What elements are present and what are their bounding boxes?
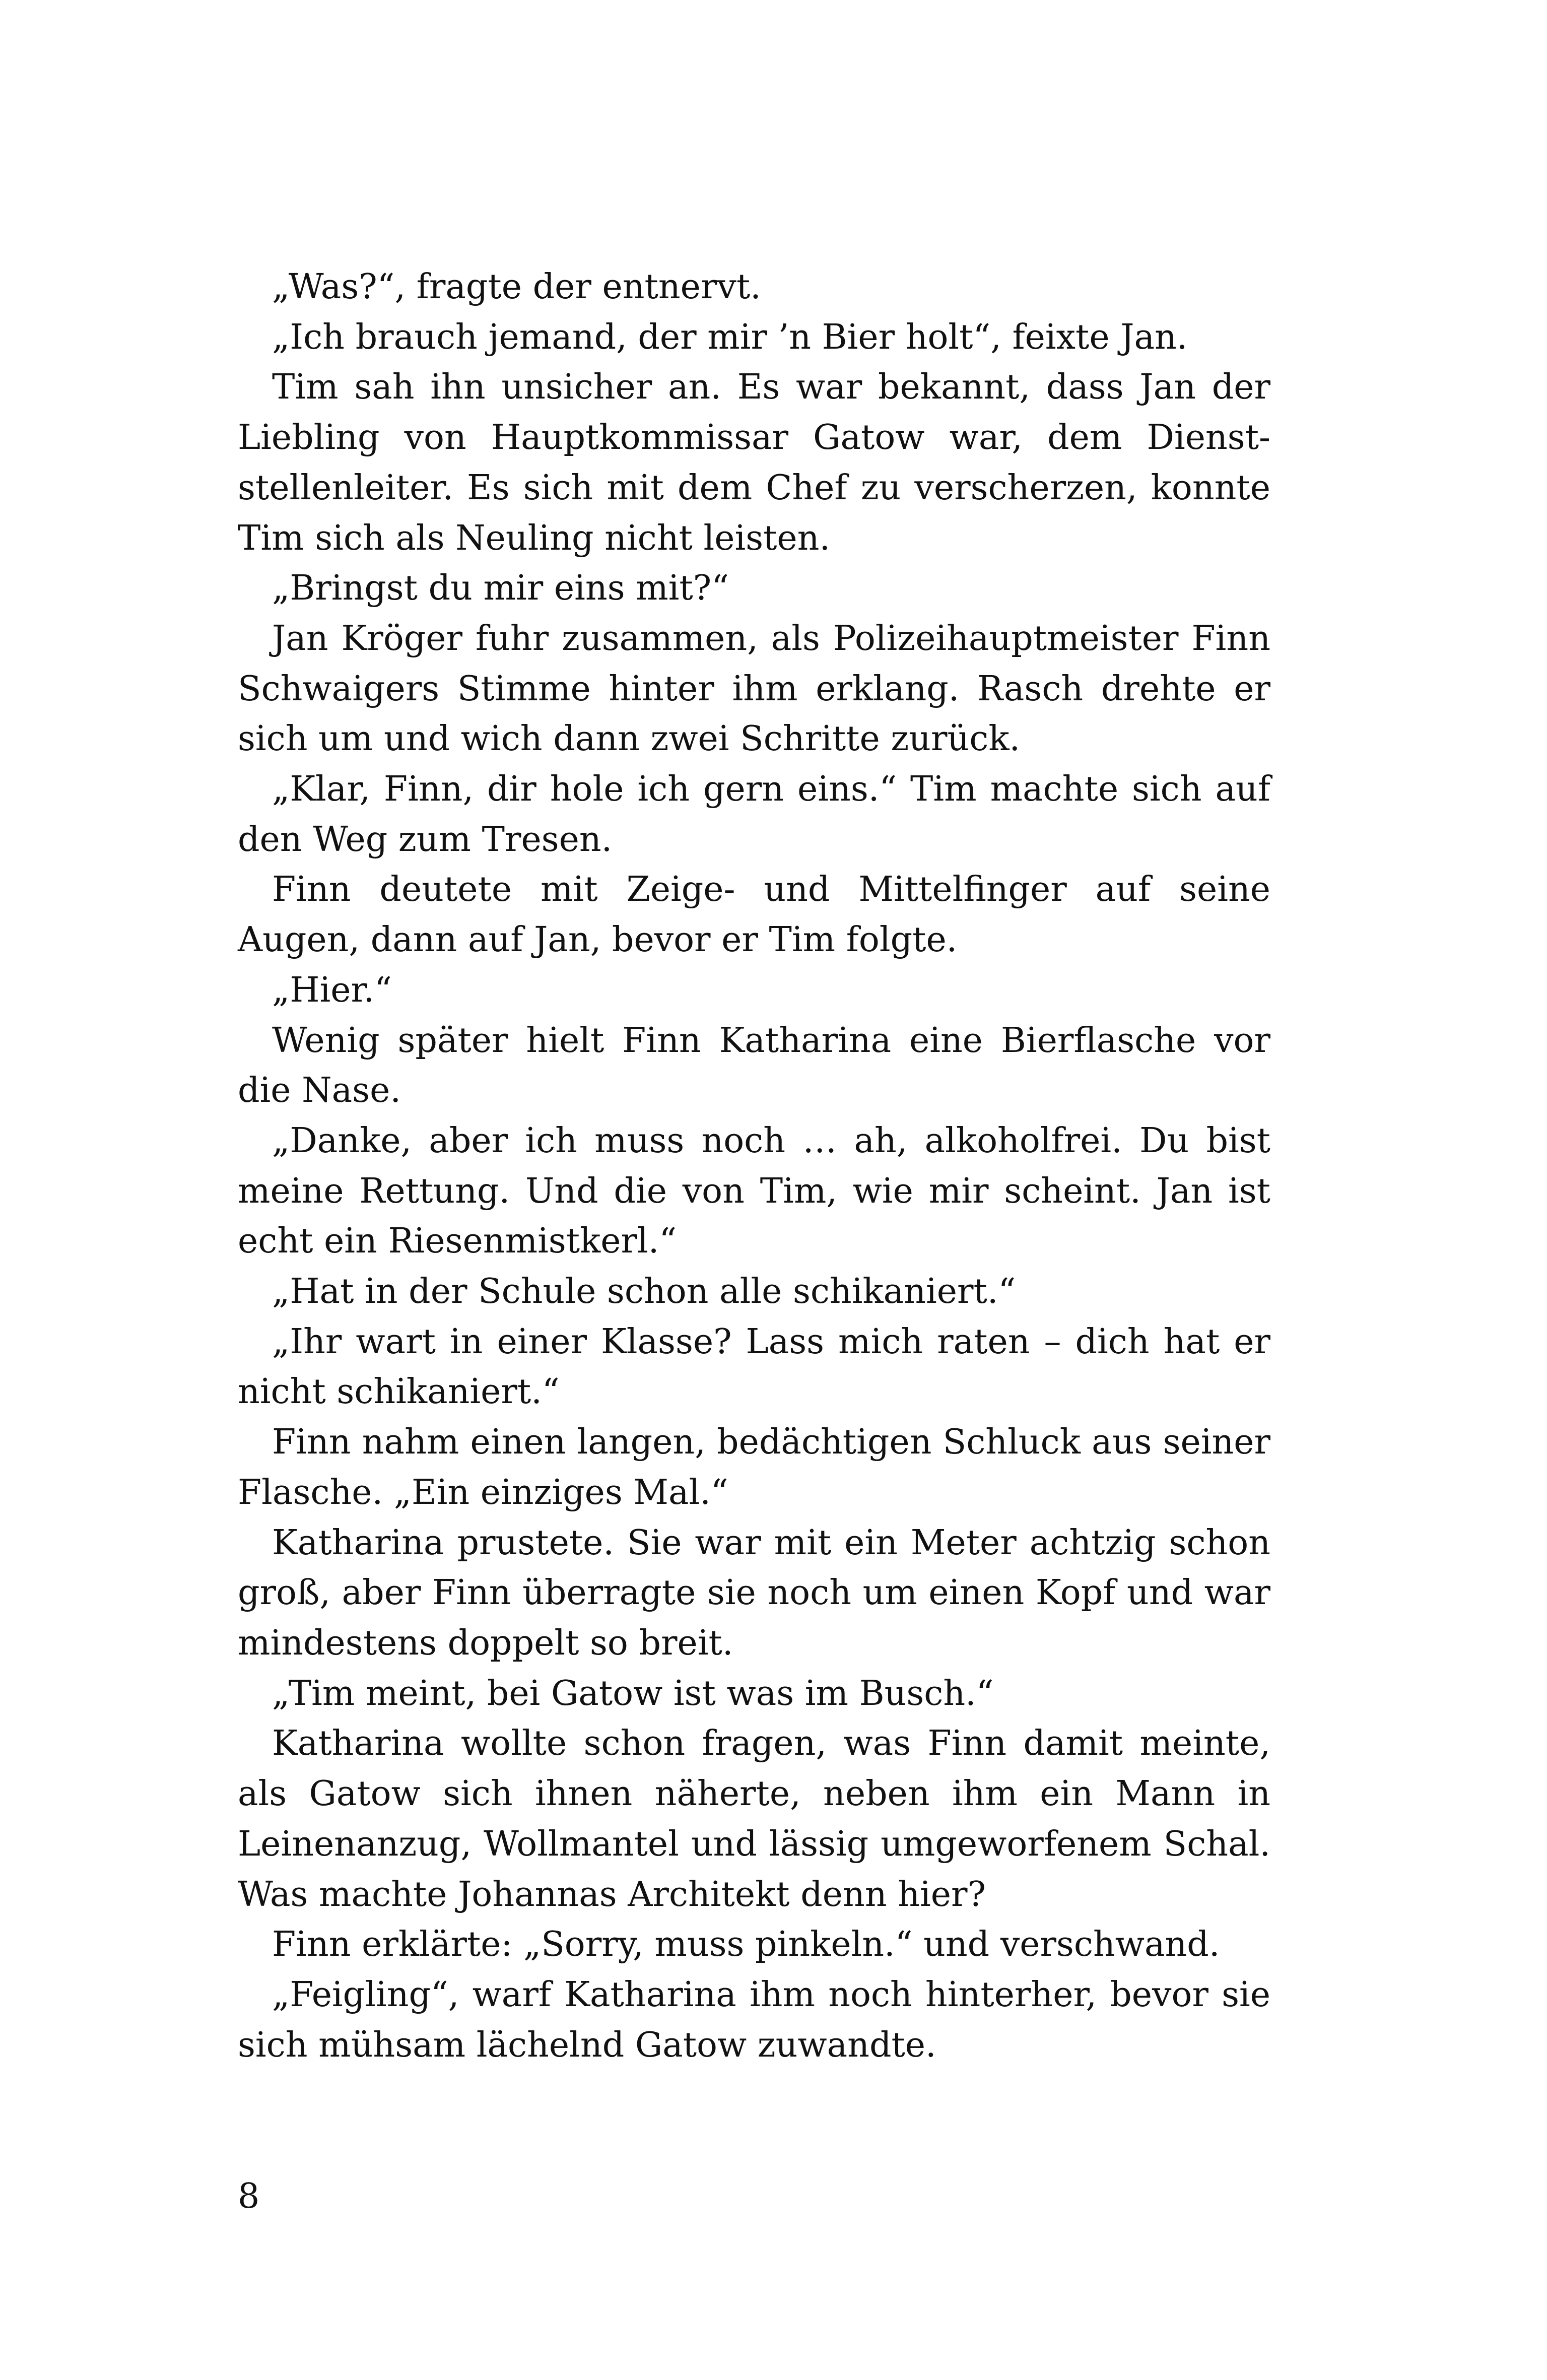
paragraph: Katharina prustete. Sie war mit ein Meter achtzig schon groß, aber Finn überragte sie noch um einen Kopf und war mindestens doppelt so breit. — [238, 1523, 1270, 1663]
paragraph: „Hier.“ — [272, 970, 392, 1010]
paragraph: Wenig später hielt Finn Katharina eine Bierflasche vor die Nase. — [238, 1020, 1270, 1111]
paragraph: „Bringst du mir eins mit?“ — [272, 568, 729, 609]
paragraph: „Ich brauch jemand, der mir ’n Bier holt“, feixte Jan. — [272, 317, 1188, 357]
paragraph: Finn deutete mit Zeige- und Mittelfinger auf seine Augen, dann auf Jan, bevor er Tim folgte. — [238, 870, 1270, 960]
paragraph: „Hat in der Schule schon alle schikaniert.“ — [272, 1272, 1016, 1312]
paragraph: Jan Kröger fuhr zusammen, als Polizeihauptmeister Finn Schwaigers Stimme hinter ihm erklang. Rasch drehte er sich um und wich dann zwei Schritte zurück. — [238, 618, 1270, 759]
paragraph: Tim sah ihn unsicher an. Es war bekannt, dass Jan der Liebling von Hauptkommissar Gatow war, dem Dienststellenleiter. Es sich mit dem Chef zu verscherzen, konnte Tim sich als Neuling nicht leisten. — [238, 367, 1270, 558]
paragraph: „Danke, aber ich muss noch … ah, alkoholfrei. Du bist meine Rettung. Und die von Tim, wie mir scheint. Jan ist echt ein Riesenmistkerl.“ — [238, 1120, 1270, 1262]
paragraph: Katharina wollte schon fragen, was Finn damit meinte, als Gatow sich ihnen näherte, neben ihm ein Mann in Leinenanzug, Wollmantel und lässig umgeworfenem Schal. Was machte Johannas Architekt denn hier? — [238, 1724, 1270, 1914]
paragraph: „Was?“, fragte der entnervt. — [272, 267, 761, 307]
paragraph: „Feigling“, warf Katharina ihm noch hinterher, bevor sie sich mühsam lächelnd Gatow zuwandte. — [238, 1974, 1270, 2065]
paragraph: „Klar, Finn, dir hole ich gern eins.“ Tim machte sich auf den Weg zum Tresen. — [238, 769, 1270, 860]
paragraph: „Ihr wart in einer Klasse? Lass mich raten – dich hat er nicht schikaniert.“ — [238, 1321, 1270, 1412]
body-text — [238, 262, 1270, 2070]
paragraph: „Tim meint, bei Gatow ist was im Busch.“ — [272, 1673, 994, 1713]
page-number: 8 — [238, 2176, 260, 2216]
paragraph: Finn nahm einen langen, bedächtigen Schluck aus seiner Flasche. „Ein einziges Mal.“ — [238, 1422, 1270, 1512]
paragraph: Finn erklärte: „Sorry, muss pinkeln.“ und verschwand. — [272, 1925, 1220, 1965]
